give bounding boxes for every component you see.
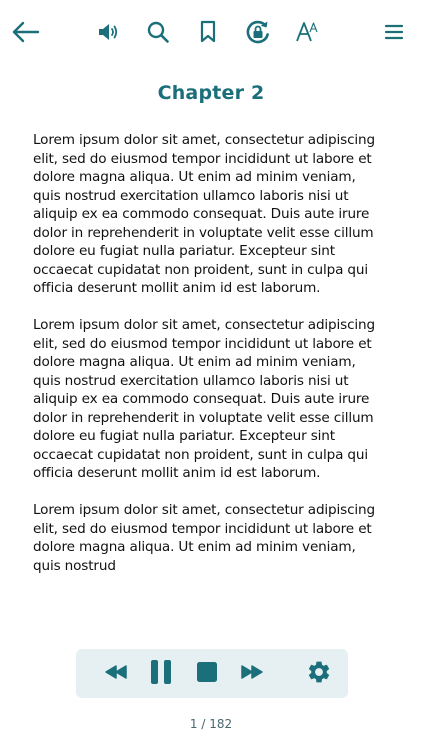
stop-button[interactable]: [191, 658, 223, 690]
rewind-button[interactable]: [100, 658, 132, 690]
font-size-icon: [295, 20, 321, 44]
stop-icon: [196, 661, 218, 687]
fast-forward-icon: [240, 664, 264, 684]
paragraph: Lorem ipsum dolor sit amet, consectetur adipiscing elit, sed do eiusmod tempor incididunt ut labore et dolore magna aliqua. Ut enim ad minim veniam, quis nostrud: [33, 502, 375, 574]
speaker-icon: [97, 21, 121, 43]
pause-icon: [150, 659, 172, 689]
pause-button[interactable]: [145, 658, 177, 690]
rotation-lock-button[interactable]: [242, 16, 274, 48]
bookmark-button[interactable]: [192, 16, 224, 48]
search-button[interactable]: [142, 16, 174, 48]
menu-icon: [384, 23, 404, 41]
settings-button[interactable]: [303, 658, 335, 690]
reader-content: [33, 131, 385, 594]
bookmark-icon: [198, 20, 218, 44]
gear-icon: [306, 659, 332, 689]
menu-button[interactable]: [378, 16, 410, 48]
page-counter: 1 / 182: [189, 717, 233, 731]
top-toolbar: [0, 0, 422, 64]
rotation-lock-icon: [245, 19, 271, 45]
fast-forward-button[interactable]: [236, 658, 268, 690]
chapter-title: Chapter 2: [157, 82, 265, 104]
font-size-button[interactable]: [292, 16, 324, 48]
back-arrow-icon: [12, 21, 40, 43]
back-button[interactable]: [10, 16, 42, 48]
paragraph: Lorem ipsum dolor sit amet, consectetur adipiscing elit, sed do eiusmod tempor incididunt ut labore et dolore magna aliqua. Ut enim ad minim veniam, quis nostrud exercitation ullamco laboris nisi ut aliquip ex ea commodo consequat. Duis aute irure dolor in reprehenderit in voluptate velit esse cillum dolore eu fugiat nulla pariatur. Excepteur sint occaecat cupidatat non proident, sunt in culpa qui officia deserunt mollit anim id est laborum.: [33, 317, 375, 481]
audio-button[interactable]: [93, 16, 125, 48]
search-icon: [146, 20, 170, 44]
playback-controls: [76, 649, 348, 698]
rewind-icon: [104, 664, 128, 684]
paragraph: Lorem ipsum dolor sit amet, consectetur adipiscing elit, sed do eiusmod tempor incididunt ut labore et dolore magna aliqua. Ut enim ad minim veniam, quis nostrud exercitation ullamco laboris nisi ut aliquip ex ea commodo consequat. Duis aute irure dolor in reprehenderit in voluptate velit esse cillum dolore eu fugiat nulla pariatur. Excepteur sint occaecat cupidatat non proident, sunt in culpa qui officia deserunt mollit anim id est laborum.: [33, 132, 375, 296]
